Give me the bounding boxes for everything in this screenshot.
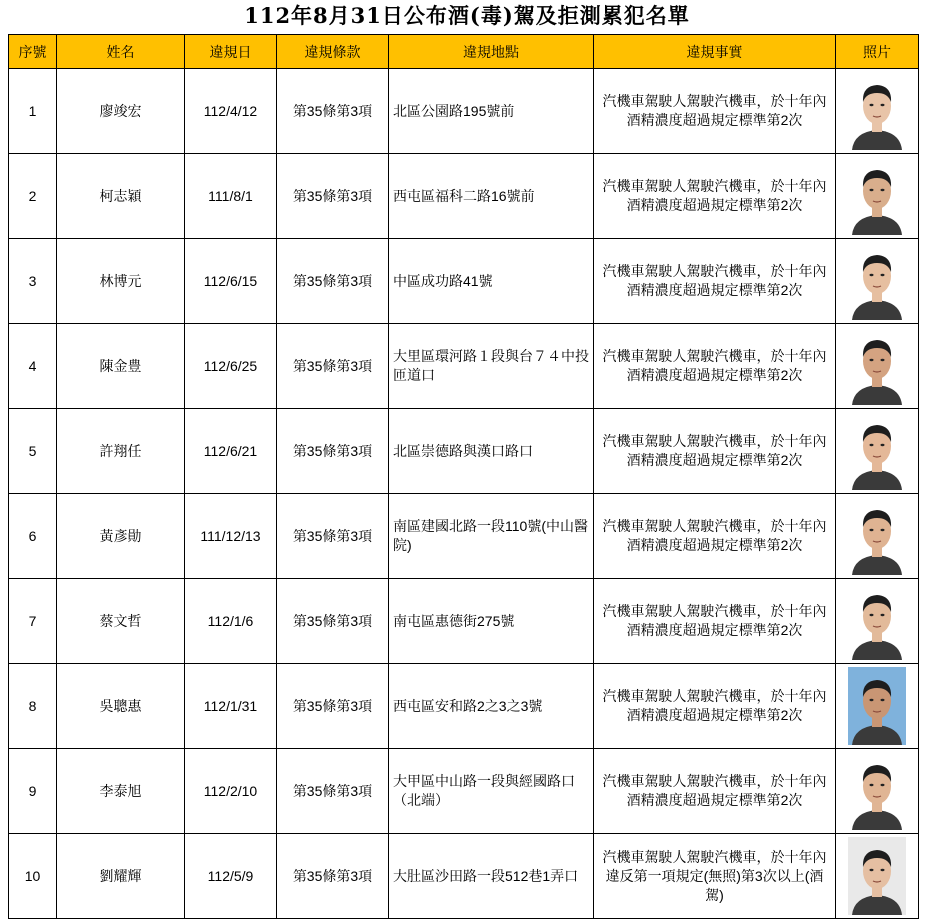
portrait-photo bbox=[848, 752, 906, 830]
cell-no: 6 bbox=[9, 494, 57, 579]
page-title: 112年8月31日公布酒(毒)駕及拒測累犯名單 bbox=[244, 3, 690, 28]
cell-name: 林博元 bbox=[57, 239, 185, 324]
cell-clause: 第35條第3項 bbox=[277, 324, 389, 409]
col-header-date: 違規日 bbox=[185, 35, 277, 69]
cell-fact: 汽機車駕駛人駕駛汽機車，於十年內酒精濃度超過規定標準第2次 bbox=[594, 494, 836, 579]
cell-fact: 汽機車駕駛人駕駛汽機車，於十年內違反第一項規定(無照)第3次以上(酒駕) bbox=[594, 834, 836, 919]
cell-clause: 第35條第3項 bbox=[277, 239, 389, 324]
portrait-photo bbox=[848, 582, 906, 660]
cell-location: 西屯區福科二路16號前 bbox=[389, 154, 594, 239]
cell-fact: 汽機車駕駛人駕駛汽機車，於十年內酒精濃度超過規定標準第2次 bbox=[594, 69, 836, 154]
col-header-location: 違規地點 bbox=[389, 35, 594, 69]
cell-photo bbox=[836, 494, 919, 579]
cell-clause: 第35條第3項 bbox=[277, 664, 389, 749]
cell-fact: 汽機車駕駛人駕駛汽機車，於十年內酒精濃度超過規定標準第2次 bbox=[594, 749, 836, 834]
portrait-photo bbox=[848, 667, 906, 745]
cell-date: 112/2/10 bbox=[185, 749, 277, 834]
cell-photo bbox=[836, 579, 919, 664]
cell-name: 吳聰惠 bbox=[57, 664, 185, 749]
cell-clause: 第35條第3項 bbox=[277, 494, 389, 579]
cell-photo bbox=[836, 749, 919, 834]
cell-photo bbox=[836, 664, 919, 749]
cell-clause: 第35條第3項 bbox=[277, 834, 389, 919]
table-row bbox=[9, 409, 919, 494]
cell-location: 南區建國北路一段110號(中山醫院) bbox=[389, 494, 594, 579]
cell-no: 4 bbox=[9, 324, 57, 409]
cell-date: 112/6/21 bbox=[185, 409, 277, 494]
cell-name: 劉耀輝 bbox=[57, 834, 185, 919]
col-header-name: 姓名 bbox=[57, 35, 185, 69]
cell-photo bbox=[836, 69, 919, 154]
cell-name: 陳金豊 bbox=[57, 324, 185, 409]
table-row bbox=[9, 834, 919, 919]
cell-photo bbox=[836, 239, 919, 324]
portrait-photo bbox=[848, 327, 906, 405]
cell-date: 111/8/1 bbox=[185, 154, 277, 239]
offender-table bbox=[8, 34, 919, 919]
cell-photo bbox=[836, 409, 919, 494]
cell-photo bbox=[836, 154, 919, 239]
portrait-photo bbox=[848, 412, 906, 490]
cell-date: 112/6/25 bbox=[185, 324, 277, 409]
cell-date: 111/12/13 bbox=[185, 494, 277, 579]
cell-date: 112/6/15 bbox=[185, 239, 277, 324]
cell-name: 黃彥勛 bbox=[57, 494, 185, 579]
cell-date: 112/1/31 bbox=[185, 664, 277, 749]
cell-no: 10 bbox=[9, 834, 57, 919]
table-row bbox=[9, 239, 919, 324]
cell-name: 廖竣宏 bbox=[57, 69, 185, 154]
cell-fact: 汽機車駕駛人駕駛汽機車，於十年內酒精濃度超過規定標準第2次 bbox=[594, 579, 836, 664]
portrait-photo bbox=[848, 242, 906, 320]
cell-clause: 第35條第3項 bbox=[277, 579, 389, 664]
cell-no: 1 bbox=[9, 69, 57, 154]
cell-name: 許翔任 bbox=[57, 409, 185, 494]
table-row bbox=[9, 154, 919, 239]
cell-no: 3 bbox=[9, 239, 57, 324]
cell-clause: 第35條第3項 bbox=[277, 69, 389, 154]
cell-date: 112/5/9 bbox=[185, 834, 277, 919]
cell-location: 北區公園路195號前 bbox=[389, 69, 594, 154]
cell-name: 蔡文哲 bbox=[57, 579, 185, 664]
col-header-photo: 照片 bbox=[836, 35, 919, 69]
col-header-fact: 違規事實 bbox=[594, 35, 836, 69]
table-row bbox=[9, 494, 919, 579]
cell-no: 9 bbox=[9, 749, 57, 834]
cell-no: 2 bbox=[9, 154, 57, 239]
portrait-photo bbox=[848, 157, 906, 235]
cell-photo bbox=[836, 834, 919, 919]
table-row bbox=[9, 664, 919, 749]
col-header-no: 序號 bbox=[9, 35, 57, 69]
cell-fact: 汽機車駕駛人駕駛汽機車，於十年內酒精濃度超過規定標準第2次 bbox=[594, 239, 836, 324]
table-row bbox=[9, 69, 919, 154]
cell-location: 南屯區惠德街275號 bbox=[389, 579, 594, 664]
table-header-row bbox=[9, 35, 919, 69]
cell-no: 5 bbox=[9, 409, 57, 494]
cell-fact: 汽機車駕駛人駕駛汽機車，於十年內酒精濃度超過規定標準第2次 bbox=[594, 324, 836, 409]
cell-name: 柯志穎 bbox=[57, 154, 185, 239]
cell-no: 7 bbox=[9, 579, 57, 664]
cell-location: 大甲區中山路一段與經國路口（北端） bbox=[389, 749, 594, 834]
cell-fact: 汽機車駕駛人駕駛汽機車，於十年內酒精濃度超過規定標準第2次 bbox=[594, 409, 836, 494]
cell-photo bbox=[836, 324, 919, 409]
cell-location: 西屯區安和路2之3之3號 bbox=[389, 664, 594, 749]
cell-name: 李泰旭 bbox=[57, 749, 185, 834]
cell-location: 大里區環河路１段與台７４中投匝道口 bbox=[389, 324, 594, 409]
cell-date: 112/4/12 bbox=[185, 69, 277, 154]
cell-location: 大肚區沙田路一段512巷1弄口 bbox=[389, 834, 594, 919]
cell-clause: 第35條第3項 bbox=[277, 409, 389, 494]
cell-fact: 汽機車駕駛人駕駛汽機車，於十年內酒精濃度超過規定標準第2次 bbox=[594, 664, 836, 749]
cell-clause: 第35條第3項 bbox=[277, 154, 389, 239]
table-row bbox=[9, 579, 919, 664]
cell-date: 112/1/6 bbox=[185, 579, 277, 664]
portrait-photo bbox=[848, 72, 906, 150]
cell-location: 中區成功路41號 bbox=[389, 239, 594, 324]
table-row bbox=[9, 324, 919, 409]
table-row bbox=[9, 749, 919, 834]
cell-no: 8 bbox=[9, 664, 57, 749]
cell-fact: 汽機車駕駛人駕駛汽機車，於十年內酒精濃度超過規定標準第2次 bbox=[594, 154, 836, 239]
cell-clause: 第35條第3項 bbox=[277, 749, 389, 834]
col-header-clause: 違規條款 bbox=[277, 35, 389, 69]
portrait-photo bbox=[848, 837, 906, 915]
cell-location: 北區崇德路與漢口路口 bbox=[389, 409, 594, 494]
portrait-photo bbox=[848, 497, 906, 575]
